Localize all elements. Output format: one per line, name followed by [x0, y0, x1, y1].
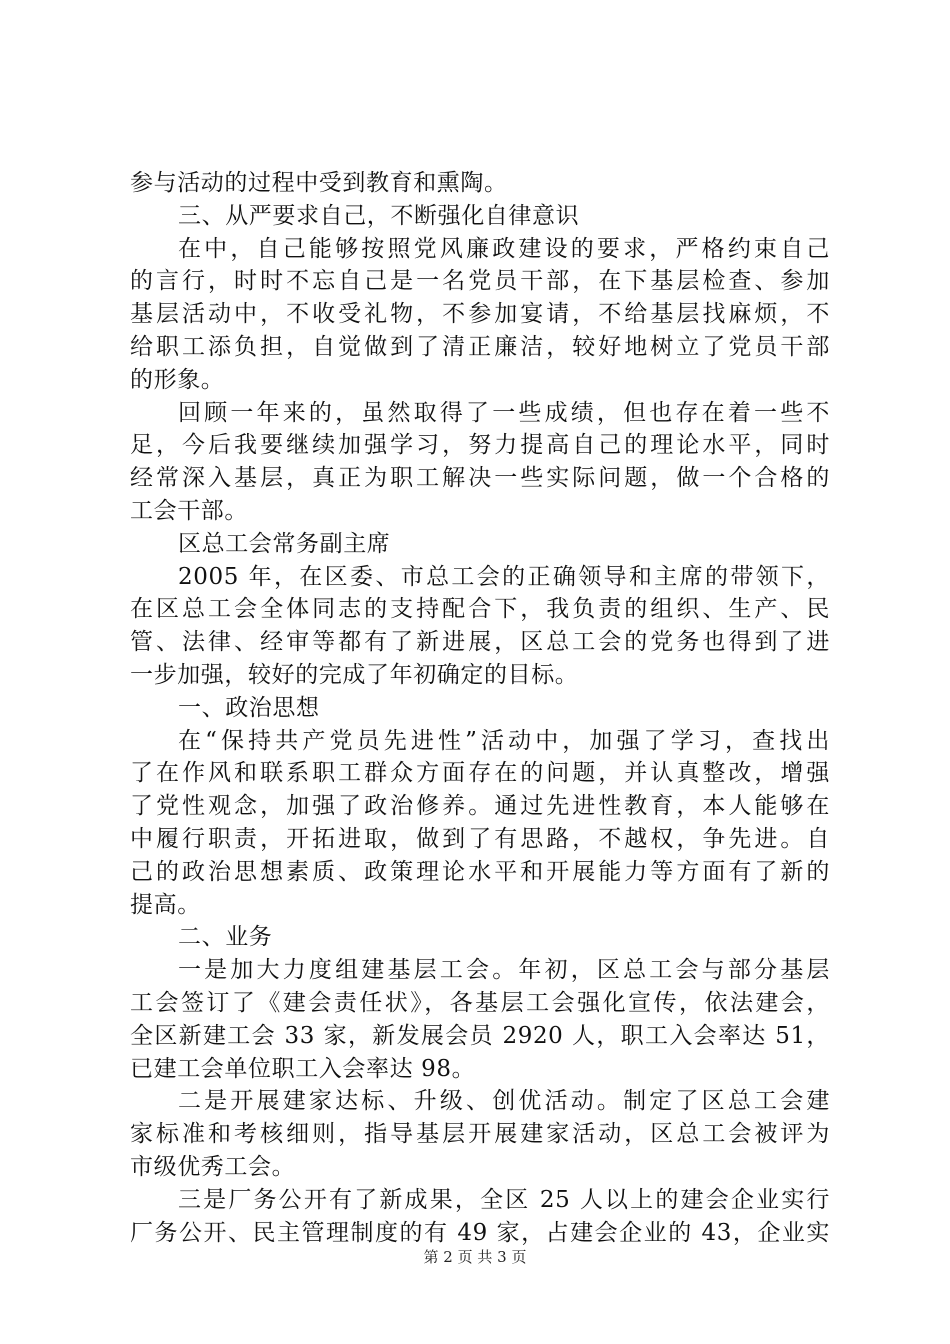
text-line: 的形象。: [130, 366, 225, 393]
text-line: 全区新建工会 33 家，新发展会员 2920 人，职工入会率达 51，: [130, 1022, 830, 1049]
text-line: 一步加强，较好的完成了年初确定的目标。: [130, 661, 579, 688]
text-line: 一是加大力度组建基层工会。年初，区总工会与部分基层: [178, 957, 830, 984]
text-line: 基层活动中，不收受礼物，不参加宴请，不给基层找麻烦，不: [130, 301, 830, 328]
text-line: 管、法律、经审等都有了新进展，区总工会的党务也得到了进: [130, 629, 830, 656]
text-line: 经常深入基层，真正为职工解决一些实际问题，做一个合格的: [130, 465, 830, 492]
text-line: 参与活动的过程中受到教育和熏陶。: [130, 170, 508, 196]
text-line: 给职工添负担，自觉做到了清正廉洁，较好地树立了党员干部: [130, 333, 830, 360]
text-line: 回顾一年来的，虽然取得了一些成绩，但也存在着一些不: [178, 399, 830, 426]
text-line: 了党性观念，加强了政治修养。通过先进性教育，本人能够在: [130, 793, 830, 820]
text-line: 二、业务: [178, 924, 273, 951]
page-footer: 第 2 页 共 3 页: [423, 1248, 527, 1266]
text-line: 在中，自己能够按照党风廉政建设的要求，严格约束自己: [178, 235, 830, 262]
text-line: 厂务公开、民主管理制度的有 49 家，占建会企业的 43，企业实: [130, 1219, 830, 1246]
text-line: 己的政治思想素质、政策理论水平和开展能力等方面有了新的: [130, 858, 830, 885]
text-line: 在区总工会全体同志的支持配合下，我负责的组织、生产、民: [130, 596, 830, 623]
text-line: 提高。: [130, 891, 201, 918]
text-line: 家标准和考核细则，指导基层开展建家活动，区总工会被评为: [130, 1121, 830, 1148]
text-line: 中履行职责，开拓进取，做到了有思路，不越权，争先进。自: [130, 825, 830, 852]
text-line: 已建工会单位职工入会率达 98。: [130, 1055, 476, 1082]
text-line: 一、政治思想: [178, 694, 320, 721]
text-line: 在“保持共产党员先进性”活动中，加强了学习，查找出: [178, 727, 830, 754]
text-line: 了在作风和联系职工群众方面存在的问题，并认真整改，增强: [130, 760, 830, 787]
text-line: 足，今后我要继续加强学习，努力提高自己的理论水平，同时: [130, 432, 830, 459]
text-line: 2005 年，在区委、市总工会的正确领导和主席的带领下，: [178, 563, 830, 590]
text-line: 市级优秀工会。: [130, 1153, 296, 1180]
text-line: 工会干部。: [130, 497, 248, 524]
text-line: 区总工会常务副主席: [178, 530, 391, 557]
text-line: 三、从严要求自己，不断强化自律意识: [178, 202, 580, 229]
text-line: 二是开展建家达标、升级、创优活动。制定了区总工会建: [178, 1088, 830, 1115]
text-line: 工会签订了《建会责任状》，各基层工会强化宣传，依法建会，: [130, 989, 830, 1016]
text-line: 三是厂务公开有了新成果，全区 25 人以上的建会企业实行: [178, 1186, 830, 1213]
document-body: [130, 167, 830, 1249]
text-line: 的言行，时时不忘自己是一名党员干部，在下基层检查、参加: [130, 268, 830, 295]
